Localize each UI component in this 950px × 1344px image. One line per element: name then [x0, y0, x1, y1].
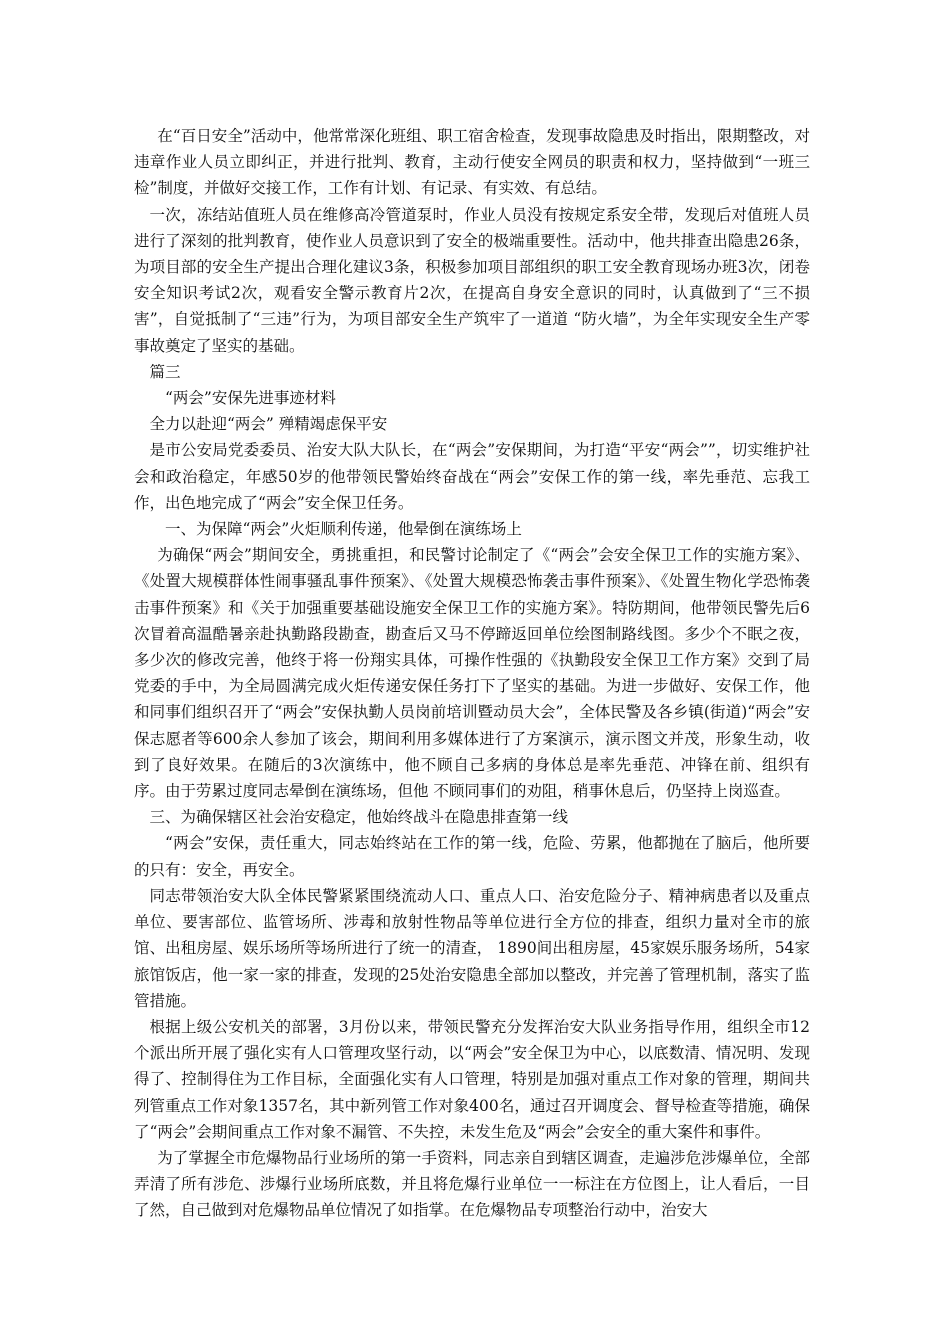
paragraph-responsibility: “两会”安保，责任重大，同志始终站在工作的第一线，危险、劳累，他都抛在了脑后，他所要的只有：安全，再安全。 — [134, 834, 810, 879]
paragraph-intro: 是市公安局党委委员、治安大队大队长，在“两会”安保期间，为打造“平安“两会””，切实维护社会和政治稳定，年感50岁的他带领民警始终奋战在“两会”安保工作的第一线，率先垂范、忘我工作，出色地完成了“两会”安全保卫任务。 — [134, 441, 810, 512]
paragraph-hazardous: 为了掌握全市危爆物品行业场所的第一手资料，同志亲自到辖区调查，走遍涉危涉爆单位，全部弄清了所有涉危、涉爆行业场所底数，并且将危爆行业单位一一标注在方位图上，让人看后，一目了然，自己做到对危爆物品单位情况了如指掌。在危爆物品专项整治行动中，治安大 — [134, 1148, 810, 1220]
document-page — [134, 123, 810, 1224]
document-title: “两会”安保先进事迹材料 — [165, 389, 336, 408]
heading-one: 一、为保障“两会”火炬顺利传递，他晕倒在演练场上 — [165, 520, 522, 539]
paragraph-inspection: 同志带领治安大队全体民警紧紧围绕流动人口、重点人口、治安危险分子、精神病患者以及重点单位、要害部位、监管场所、涉毒和放射性物品等单位进行全方位的排查，组织力量对全市的旅馆、出租房屋、娱乐场所等场所进行了统一的清查， 1890间出租房屋，45家娱乐服务场所，54家旅馆饭店，他一家一家的排查，发现的25处治安隐患全部加以整改，并完善了管理机制，落实了监管措施。 — [134, 886, 810, 1010]
paragraph-1: 在“百日安全”活动中，他常常深化班组、职工宿舍检查，发现事故隐患及时指出，限期整改，对违章作业人员立即纠正，并进行批判、教育，主动行使安全网员的职责和权力，坚持做到“一班三检”制度，并做好交接工作，工作有计划、有记录、有实效、有总结。 — [134, 127, 810, 198]
paragraph-population: 根据上级公安机关的部署，3月份以来，带领民警充分发挥治安大队业务指导作用，组织全市12个派出所开展了强化实有人口管理攻坚行动，以“两会”安全保卫为中心，以底数清、情况明、发现得了、控制得住为工作目标，全面强化实有人口管理，特别是加强对重点工作对象的管理，期间共列管重点工作对象1357名，其中新列管工作对象400名，通过召开调度会、督导检查等措施，确保了“两会”会期间重点工作对象不漏管、不失控，未发生危及“两会”会安全的重大案件和事件。 — [134, 1017, 810, 1141]
heading-three: 三、为确保辖区社会治安稳定，他始终战斗在隐患排查第一线 — [149, 808, 569, 827]
paragraph-2: 一次，冻结站值班人员在维修高冷管道泵时，作业人员没有按规定系安全带，发现后对值班人员进行了深刻的批判教育，使作业人员意识到了安全的极端重要性。活动中，他共排查出隐患26条，为项目部的安全生产提出合理化建议3条，积极参加项目部组织的职工安全教育现场办班3次，闭卷安全知识考试2次，观看安全警示教育片2次，在提高自身安全意识的同时，认真做到了“三不损害”，自觉抵制了“三违”行为，为项目部安全生产筑牢了一道道 “防火墙”，为全年实现安全生产零事故奠定了坚实的基础。 — [134, 205, 810, 355]
section-label: 篇三 — [149, 362, 181, 381]
document-subtitle: 全力以赴迎“两会” 殚精竭虑保平安 — [149, 415, 388, 434]
paragraph-plans: 为确保“两会”期间安全，勇挑重担，和民警讨论制定了《“两会”会安全保卫工作的实施方案》、《处置大规模群体性闹事骚乱事件预案》、《处置大规模恐怖袭击事件预案》、《处置生物化学恐怖袭击事件预案》和《关于加强重要基础设施安全保卫工作的实施方案》。特防期间，他带领民警先后6次冒着高温酷暑亲赴执勤路段勘查，勘查后又马不停蹄返回单位绘图制路线图。多少个不眠之夜，多少次的修改完善，他终于将一份翔实具体，可操作性强的《执勤段安全保卫工作方案》交到了局党委的手中，为全局圆满完成火炬传递安保任务打下了坚实的基础。为进一步做好、安保工作，他和同事们组织召开了“两会”安保执勤人员岗前培训暨动员大会”，全体民警及各乡镇(街道)“两会”安保志愿者等600余人参加了该会，期间利用多媒体进行了方案演示，演示图文并茂，形象生动，收到了良好效果。在随后的3次演练中，他不顾自己多病的身体总是率先垂范、冲锋在前、组织有序。由于劳累过度同志晕倒在演练场，但他 不顾同事们的劝阻，稍事休息后，仍坚持上岗巡查。 — [134, 546, 810, 801]
